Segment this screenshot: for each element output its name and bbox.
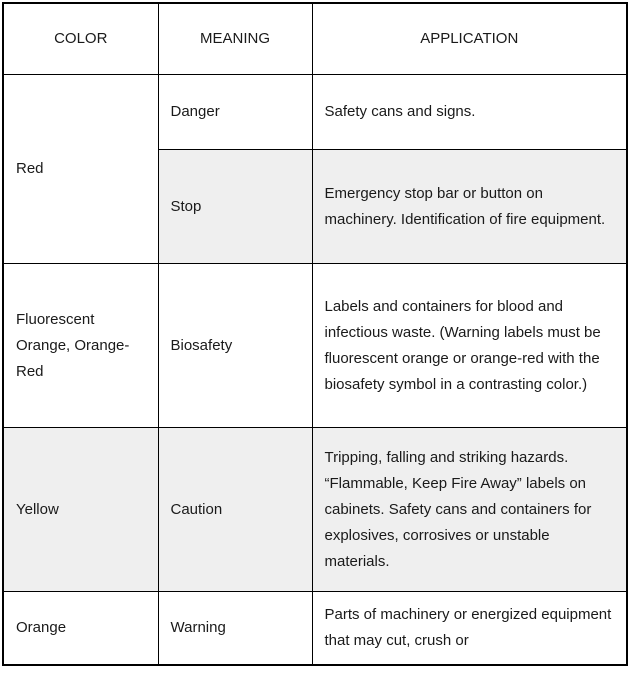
meaning-cell-biosafety: Biosafety (158, 264, 312, 428)
meaning-cell-stop: Stop (158, 150, 312, 264)
color-cell-fluorescent-orange: Fluorescent Orange, Orange-Red (3, 264, 158, 428)
application-cell-warning: Parts of machinery or energized equipment that may cut, crush or (312, 592, 627, 666)
column-header-application: APPLICATION (312, 3, 627, 75)
table-row-danger (3, 75, 627, 150)
application-cell-biosafety: Labels and containers for blood and infectious waste. (Warning labels must be fluorescent orange or orange-red with the biosafety symbol in a contrasting color.) (312, 264, 627, 428)
color-cell-yellow: Yellow (3, 428, 158, 592)
application-cell-stop: Emergency stop bar or button on machinery. Identification of fire equipment. (312, 150, 627, 264)
safety-color-code-table (2, 2, 628, 666)
application-cell-caution: Tripping, falling and striking hazards. “Flammable, Keep Fire Away” labels on cabinets. Safety cans and containers for explosives, corrosives or unstable materials. (312, 428, 627, 592)
column-header-color: COLOR (3, 3, 158, 75)
table-row-caution (3, 428, 627, 592)
meaning-cell-danger: Danger (158, 75, 312, 150)
table-header-row (3, 3, 627, 75)
meaning-cell-warning: Warning (158, 592, 312, 666)
meaning-cell-caution: Caution (158, 428, 312, 592)
color-cell-red: Red (3, 75, 158, 264)
column-header-meaning: MEANING (158, 3, 312, 75)
table-row-warning (3, 592, 627, 666)
color-cell-orange: Orange (3, 592, 158, 666)
table-row-biosafety (3, 264, 627, 428)
application-cell-danger: Safety cans and signs. (312, 75, 627, 150)
